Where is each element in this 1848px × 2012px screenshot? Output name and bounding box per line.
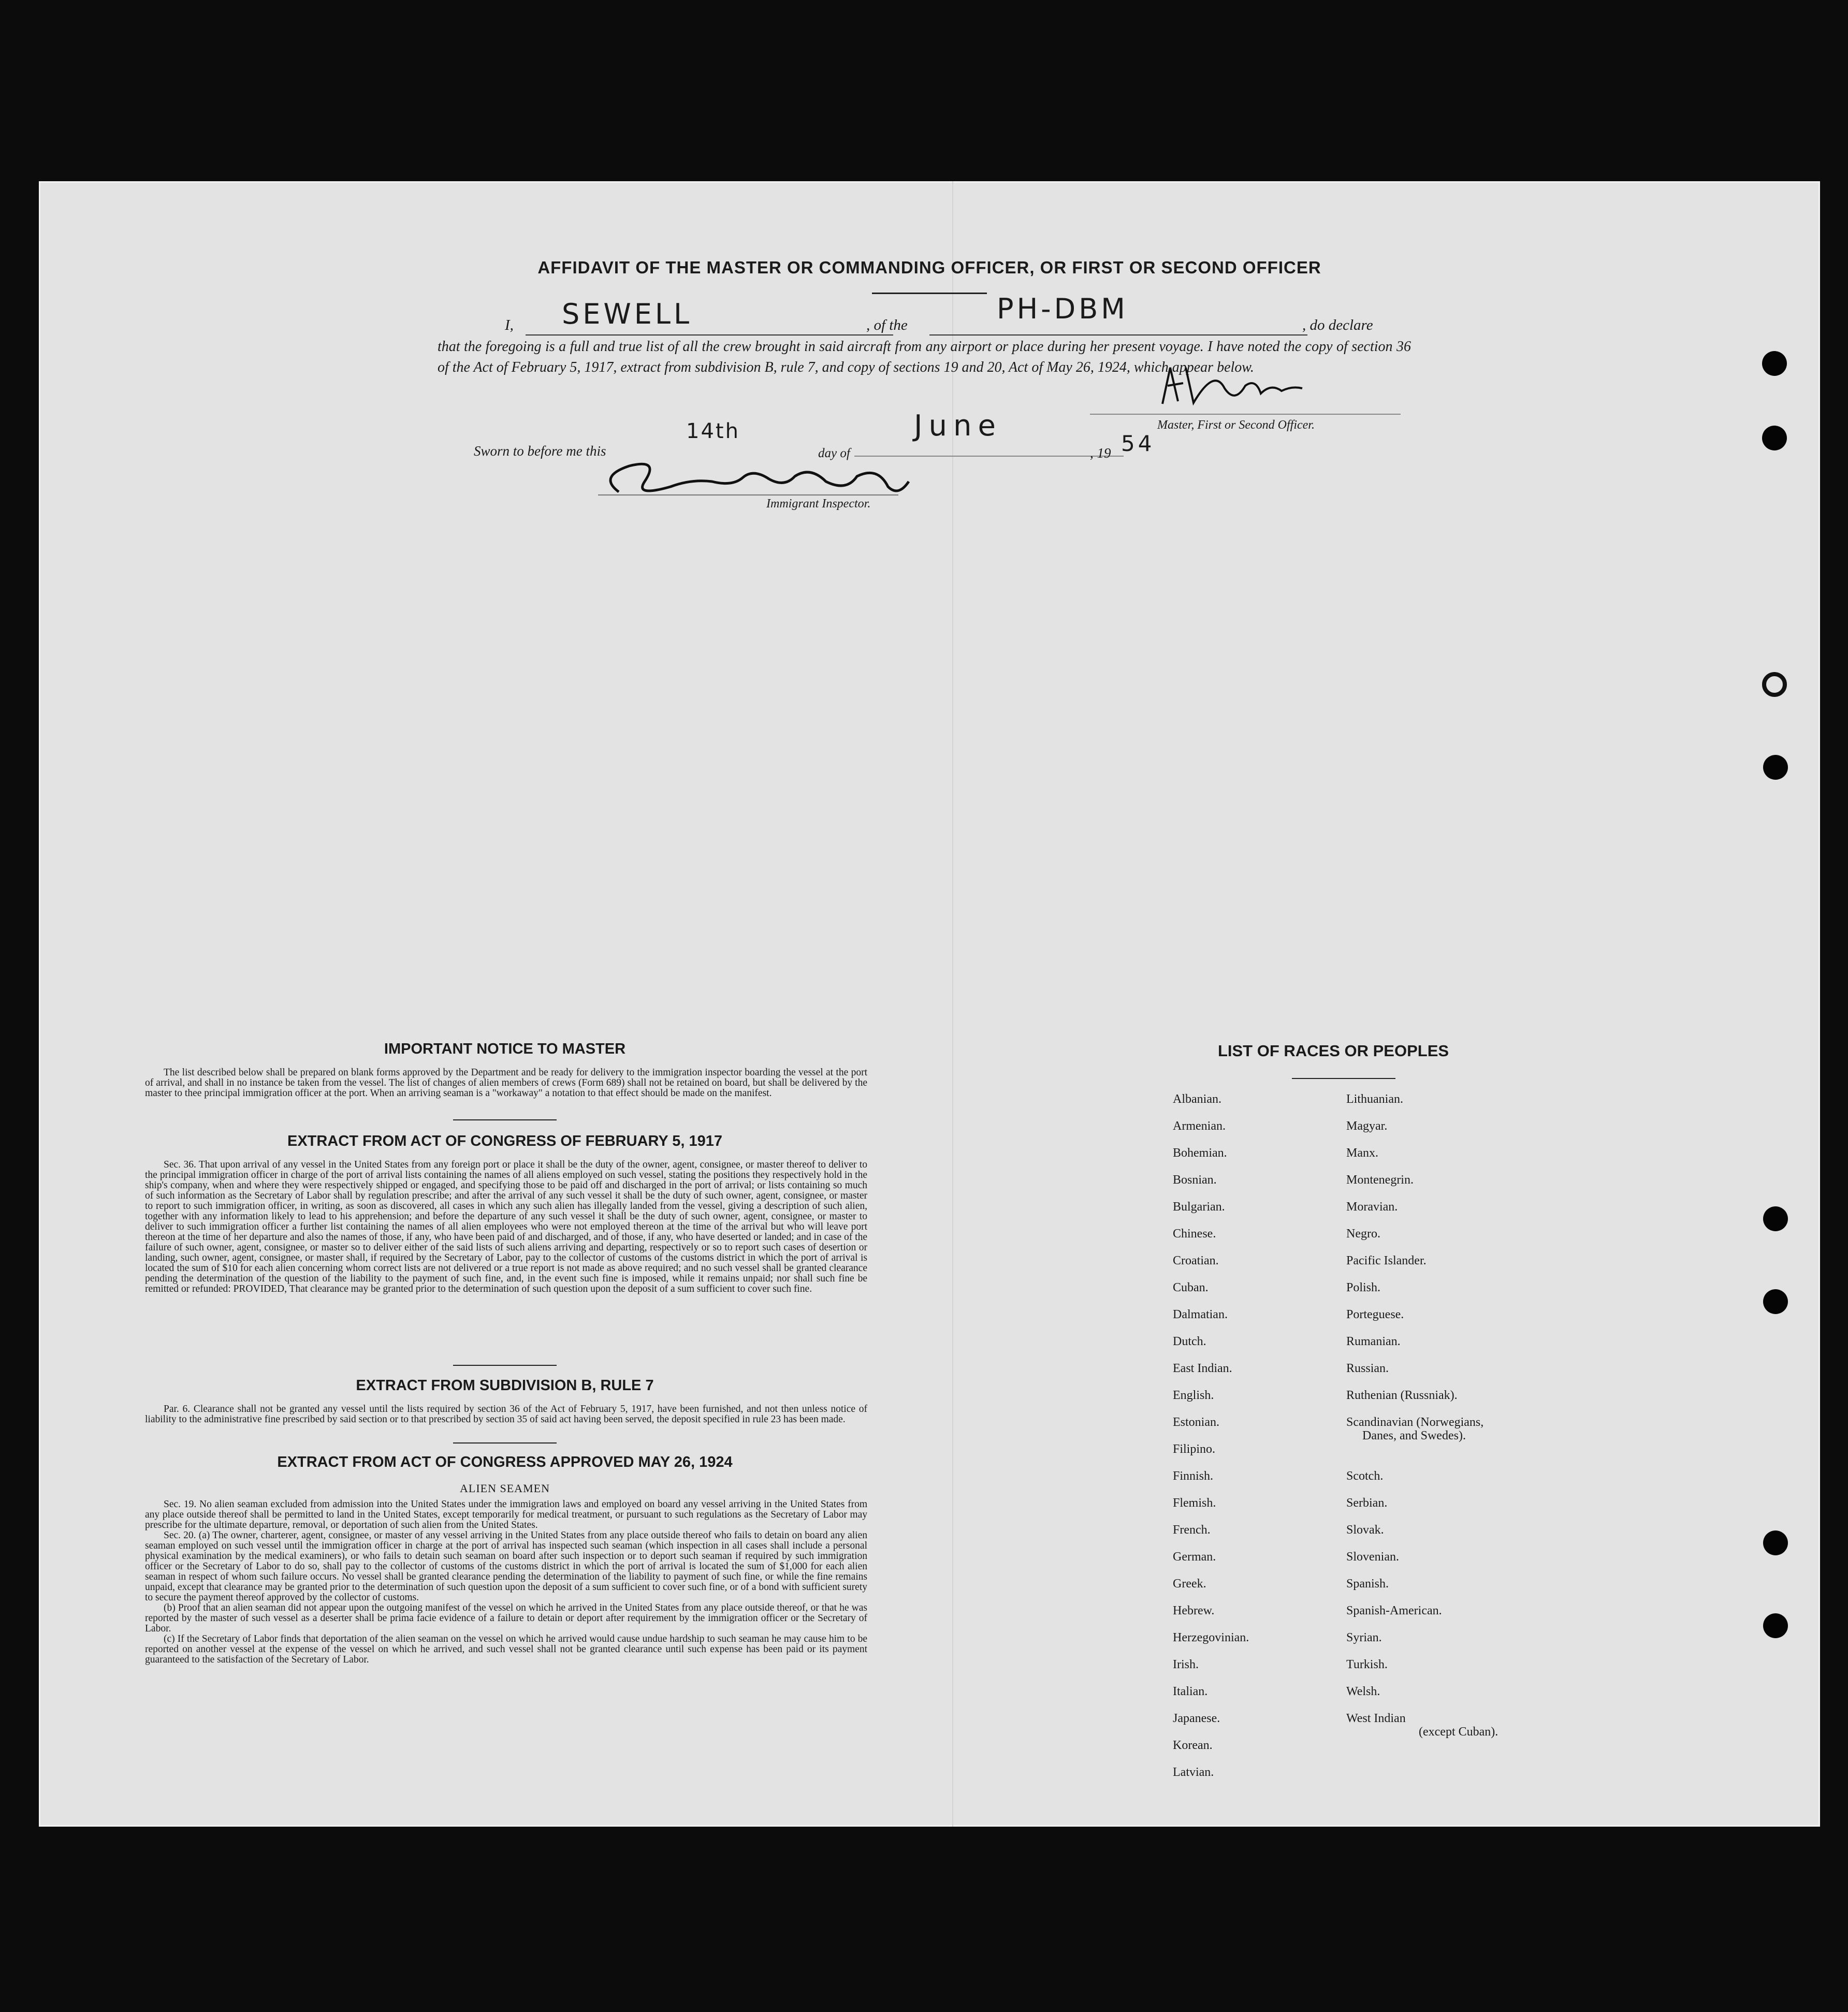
sec-20c-paragraph: (c) If the Secretary of Labor finds that deportation of the alien seaman on the vessel on which he arrived would cause undue hardship to such seaman he may cause him to be reported on another vessel at the expense of the vessel on which he arrived, and such vessel shall not be granted clearance until such expense has been paid or its payment guaranteed to the satisfaction of the Secretary of Labor. — [145, 1634, 867, 1665]
title-rule — [872, 293, 987, 294]
race-left: Bulgarian. — [1173, 1200, 1225, 1214]
aircraft-blank — [929, 334, 1307, 336]
sec-36-paragraph: Sec. 36. That upon arrival of any vessel in the United States from any foreign port or place it shall be the duty of the owner, agent, consignee, or master thereof to deliver to the principal immigration officer in charge of the port of arrival lists containing the names of all aliens employed on such vessel, stating the positions they respectively hold in the ship's company, when and where they were respectively shipped or engaged, and specifying those to be paid off and discharged in the port of arrival; or lists containing so much of such information as the Secretary of Labor shall by regulation prescribe; and after the arrival of any such vessel it shall be the duty of such owner, agent, consignee, or master to report to such immigration officer, in writing, as soon as discovered, all cases in which any such alien has illegally landed from the vessel, giving a description of such alien, together with any information likely to lead to his apprehension; and before the departure of any such vessel it shall be the duty of such owner, agent, consignee, or master to deliver to such immigration officer a further list containing the names of all alien employees who were not employed thereon at the time of the arrival but who will leave port thereon at the time of her departure and also the names of those, if any, who have been paid of and discharged, and of those, if any, who have deserted or landed; and in case of the failure of such owner, agent, consignee, or master so to deliver either of the said lists of such aliens arriving and departing, respectively or so to report such cases of desertion or landing, such owner, agent, consignee, or master shall, if required by the Secretary of Labor, pay to the collector of customs of the customs district in which the port of arrival is located the sum of $10 for each alien concerning whom correct lists are not delivered or a true report is not made as above required; and no such vessel shall be granted clearance pending the determination of the question of the liability to the payment of such fine, and, in the event such fine is imposed, while it remains unpaid; nor shall such fine be remitted or refunded: PROVIDED, That clearance may be granted prior to the determination of such question upon the deposit of a sum sufficient to cover such fine. — [145, 1159, 867, 1294]
race-left: Dalmatian. — [1173, 1308, 1228, 1321]
race-right: Scotch. — [1346, 1469, 1384, 1483]
race-right: (except Cuban). — [1419, 1725, 1498, 1739]
race-left: Japanese. — [1173, 1712, 1220, 1725]
master-sign-line — [1090, 414, 1401, 415]
race-left: Hebrew. — [1173, 1604, 1215, 1617]
race-left: Finnish. — [1173, 1469, 1214, 1483]
sworn-label: Sworn to before me this — [474, 443, 606, 459]
act-1924-text — [145, 1499, 867, 1665]
act-1917-rule — [453, 1365, 557, 1366]
name-blank — [526, 334, 893, 336]
race-right: Welsh. — [1346, 1685, 1380, 1698]
notice-paragraph: The list described below shall be prepared on blank forms approved by the Department and be ready for delivery to the immigration inspector boarding the vessel at the port of arrival, and shall in no instance be taken from the vessel. The list of changes of alien members of crews (Form 689) shall not be retained on board, but shall be delivered by the master to thee principal immigration officer at the port. When an arriving seaman is a "workaway" a notation to that effect should be made on the manifest. — [145, 1067, 867, 1099]
races-title: LIST OF RACES OR PEOPLES — [1217, 1042, 1449, 1060]
sec-20b-paragraph: (b) Proof that an alien seaman did not appear upon the outgoing manifest of the vessel on which he arrived in the United States from any place outside thereof, or that he was reported by the master of such vessel as a deserter shall be prima facie evidence of a failure to detain or deport after requirement by the immigration officer or the Secretary of Labor. — [145, 1602, 867, 1634]
rule-7-text — [145, 1404, 867, 1425]
race-left: English. — [1173, 1389, 1214, 1402]
binder-hole — [1762, 426, 1787, 450]
binder-hole — [1763, 1206, 1788, 1231]
race-right: West Indian — [1346, 1712, 1406, 1725]
inspector-label: Immigrant Inspector. — [766, 497, 871, 511]
race-right: Serbian. — [1346, 1496, 1388, 1510]
binder-hole — [1763, 1613, 1788, 1638]
race-right: Spanish. — [1346, 1577, 1389, 1591]
race-left: Irish. — [1173, 1658, 1199, 1671]
race-right: Pacific Islander. — [1346, 1254, 1427, 1267]
race-left: Estonian. — [1173, 1416, 1219, 1429]
race-right: Slovenian. — [1346, 1550, 1399, 1564]
act-1917-text — [145, 1160, 867, 1294]
race-right: Polish. — [1346, 1281, 1381, 1294]
race-right: Montenegrin. — [1346, 1173, 1414, 1187]
notice-rule — [453, 1119, 557, 1120]
race-right: Russian. — [1346, 1362, 1389, 1375]
race-left: Italian. — [1173, 1685, 1208, 1698]
race-right: Rumanian. — [1346, 1335, 1401, 1348]
race-left: German. — [1173, 1550, 1216, 1564]
alien-seamen-subtitle: ALIEN SEAMEN — [460, 1482, 550, 1495]
race-left: Filipino. — [1173, 1442, 1216, 1456]
par-6-paragraph: Par. 6. Clearance shall not be granted any vessel until the lists required by section 36 of the Act of February 5, 1917, have been furnished, and not then unless notice of liability to the administrative fine prescribed by said section or to that prescribed by section 35 of said act having been served, the deposit specified in rule 23 has been made. — [145, 1404, 867, 1425]
act-1924-title: EXTRACT FROM ACT OF CONGRESS APPROVED MAY 26, 1924 — [277, 1454, 733, 1470]
race-left: Bohemian. — [1173, 1146, 1227, 1160]
master-signature — [1152, 357, 1323, 414]
i-label: I, — [505, 317, 514, 333]
race-left: Bosnian. — [1173, 1173, 1217, 1187]
document-page — [39, 181, 1820, 1827]
affidavit-body: that the foregoing is a full and true list of all the crew brought in said aircraft from any airport or place during her present voyage. I have noted the copy of section 36 of the Act of February 5, 1917, extract from subdivision B, rule 7, and copy of sections 19 and 20, Act of May 26, 1924, which appear below. — [438, 339, 1411, 375]
aircraft-registration: PH-DBM — [997, 293, 1128, 325]
master-signature-label: Master, First or Second Officer. — [1157, 418, 1315, 432]
year-prefix: , 19 — [1090, 445, 1111, 461]
race-right: Danes, and Swedes). — [1362, 1429, 1466, 1442]
sec-19-paragraph: Sec. 19. No alien seaman excluded from admission into the United States under the immigration laws and employed on board any vessel arriving in the United States from any place outside thereof shall be permitted to land in the United States, except temporarily for medical treatment, or pursuant to such regulations as the Secretary of Labor may prescribe for the ultimate departure, removal, or deportation of such alien from the United States. — [145, 1499, 867, 1530]
day-of-label: day of — [818, 446, 850, 460]
race-right: Negro. — [1346, 1227, 1380, 1241]
sec-20a-paragraph: Sec. 20. (a) The owner, charterer, agent, consignee, or master of any vessel arriving in the United States from any place outside thereof who fails to detain on board any alien seaman employed on such vessel until the immigration officer in charge at the port of arrival has inspected such seaman (which inspection in all cases shall include a personal physical examination by the medical examiners), or who fails to detain such seaman on board after such inspection or to deport such seaman if required by such immigration officer or the Secretary of Labor to do so, shall pay to the collector of customs of the customs district in which the port of arrival is located the sum of $1,000 for each alien seaman in respect of whom such failure occurs. No vessel shall be granted clearance pending the determination of the liability to payment of such fine, or while the fine remains unpaid, except that clearance may be granted prior to the determination of such question upon the deposit of a sum sufficient to cover such fine, or of a bond with sufficient surety to secure the payment thereof approved by the collector of customs. — [145, 1530, 867, 1603]
race-left: Flemish. — [1173, 1496, 1216, 1510]
race-right: Slovak. — [1346, 1523, 1384, 1537]
affidavit-title: AFFIDAVIT OF THE MASTER OR COMMANDING OFFICER, OR FIRST OR SECOND OFFICER — [537, 258, 1321, 277]
races-rule — [1292, 1078, 1395, 1079]
race-right: Syrian. — [1346, 1631, 1382, 1644]
binder-hole — [1763, 1530, 1788, 1555]
sworn-month: June — [914, 409, 1002, 443]
notice-title: IMPORTANT NOTICE TO MASTER — [384, 1041, 626, 1057]
race-left: Croatian. — [1173, 1254, 1219, 1267]
race-left: East Indian. — [1173, 1362, 1232, 1375]
race-left: Herzegovinian. — [1173, 1631, 1249, 1644]
inspector-signature — [588, 430, 950, 502]
sworn-day: 14th — [686, 419, 740, 443]
race-left: Albanian. — [1173, 1092, 1221, 1106]
race-right: Ruthenian (Russniak). — [1346, 1389, 1458, 1402]
race-left: Latvian. — [1173, 1766, 1214, 1779]
race-left: Greek. — [1173, 1577, 1206, 1591]
race-left: Chinese. — [1173, 1227, 1216, 1241]
do-declare-label: , do declare — [1302, 317, 1373, 333]
race-left: Dutch. — [1173, 1335, 1206, 1348]
binder-hole — [1763, 755, 1788, 780]
officer-name: SEWELL — [562, 298, 693, 330]
race-right: Porteguese. — [1346, 1308, 1404, 1321]
race-right: Moravian. — [1346, 1200, 1398, 1214]
year-suffix: 54 — [1121, 431, 1155, 456]
race-left: Cuban. — [1173, 1281, 1209, 1294]
race-right: Spanish-American. — [1346, 1604, 1442, 1617]
race-right: Lithuanian. — [1346, 1092, 1403, 1106]
race-left: Korean. — [1173, 1739, 1213, 1752]
of-the-label: , of the — [866, 317, 908, 333]
rule-7-title: EXTRACT FROM SUBDIVISION B, RULE 7 — [356, 1377, 654, 1394]
rule-7-rule — [453, 1442, 557, 1444]
race-right: Manx. — [1346, 1146, 1378, 1160]
act-1917-title: EXTRACT FROM ACT OF CONGRESS OF FEBRUARY 5, 1917 — [287, 1133, 723, 1149]
race-left: French. — [1173, 1523, 1211, 1537]
binder-hole — [1762, 351, 1787, 376]
binder-hole — [1762, 672, 1787, 697]
race-right: Magyar. — [1346, 1119, 1388, 1133]
binder-hole — [1763, 1289, 1788, 1314]
notice-text — [145, 1068, 867, 1099]
race-right: Turkish. — [1346, 1658, 1388, 1671]
race-right: Scandinavian (Norwegians, — [1346, 1416, 1484, 1429]
race-left: Armenian. — [1173, 1119, 1226, 1133]
